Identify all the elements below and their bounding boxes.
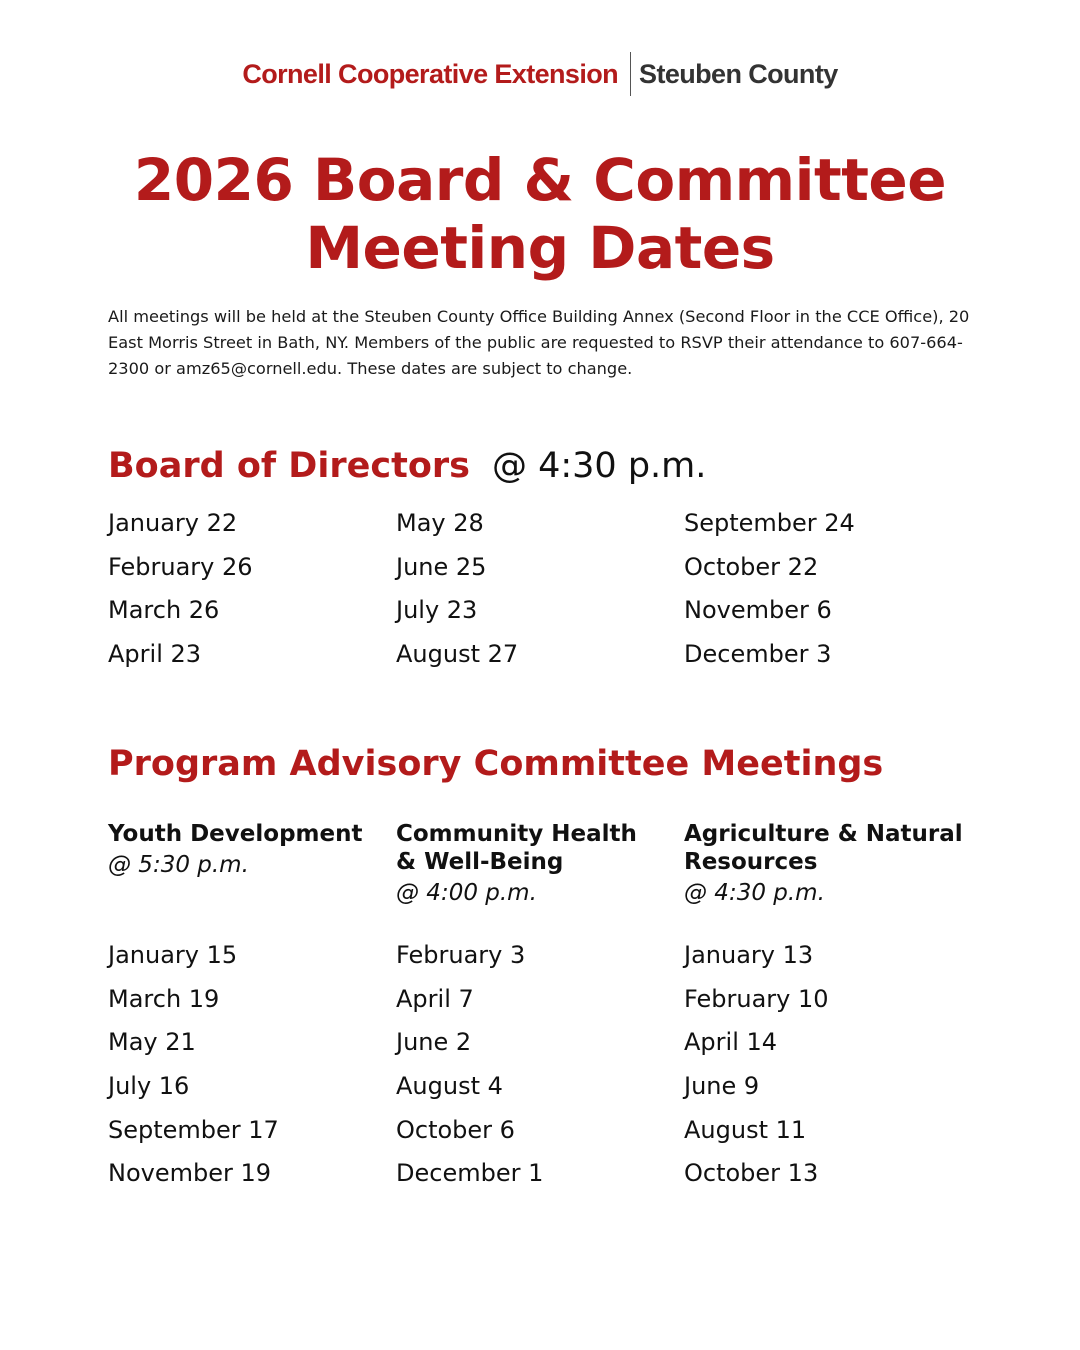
committee-date: May 21 [108, 1028, 196, 1057]
committee-name-line-2: & Well-Being [396, 849, 564, 875]
agriculture-dates [684, 934, 829, 1196]
committee-agriculture-header [684, 820, 974, 910]
board-date: June 25 [396, 552, 487, 581]
board-dates-column-1 [108, 502, 253, 677]
board-date: December 3 [684, 640, 832, 669]
committee-date: October 6 [396, 1115, 515, 1144]
title-line-1: 2026 Board & Committee [133, 146, 947, 214]
committee-date: August 11 [684, 1115, 807, 1144]
committee-date: November 19 [108, 1159, 272, 1188]
committee-date: January 13 [684, 941, 814, 969]
committee-date: June 9 [684, 1072, 760, 1101]
board-date: May 28 [396, 509, 484, 537]
committee-date: July 16 [108, 1072, 190, 1101]
board-heading [108, 446, 706, 486]
community-health-dates [396, 934, 543, 1196]
page-title [0, 146, 1080, 282]
committee-name: Youth Development [108, 821, 363, 847]
committee-name: Agriculture & Natural [684, 821, 963, 847]
committee-date: April 14 [684, 1028, 778, 1057]
committee-community-health-header [396, 820, 686, 910]
board-heading-label: Board of Directors [108, 446, 470, 486]
committee-name-line-2: Resources [684, 849, 818, 875]
committee-date: October 13 [684, 1159, 819, 1188]
board-dates-column-2 [396, 502, 518, 677]
committee-youth-development-header [108, 820, 398, 882]
committee-date: February 10 [684, 984, 829, 1013]
board-date: September 24 [684, 509, 855, 537]
pac-heading: Program Advisory Committee Meetings [108, 744, 884, 784]
board-date: July 23 [396, 596, 478, 625]
committee-date: March 19 [108, 984, 220, 1013]
intro-paragraph: All meetings will be held at the Steuben County Office Building Annex (Second Floor in the CCE Office), 20 East Morris Street in Bath, NY. Members of the public are requested to RSVP their attendance to 607-664-2300 or amz65@cornell.edu. These dates are subject to change. [108, 307, 970, 378]
board-date: August 27 [396, 640, 519, 669]
board-date: April 23 [108, 640, 202, 669]
board-dates-column-3 [684, 502, 855, 677]
board-date: January 22 [108, 509, 238, 537]
youth-development-dates [108, 934, 279, 1196]
committee-date: June 2 [396, 1028, 472, 1057]
committee-date: February 3 [396, 941, 526, 969]
board-date: March 26 [108, 596, 220, 625]
committee-time: @ 5:30 p.m. [108, 852, 249, 878]
board-date: October 22 [684, 552, 819, 581]
logo-org-name: Cornell Cooperative Extension [242, 59, 619, 89]
committee-name: Community Health [396, 821, 637, 847]
title-line-2: Meeting Dates [305, 214, 775, 282]
cce-logo [0, 52, 1080, 96]
board-heading-time: @ 4:30 p.m. [491, 446, 707, 486]
logo-county-name: Steuben County [639, 59, 838, 89]
committee-date: December 1 [396, 1159, 544, 1188]
board-date: November 6 [684, 596, 832, 625]
committee-date: September 17 [108, 1115, 279, 1144]
committee-time: @ 4:30 p.m. [684, 880, 825, 906]
committee-date: April 7 [396, 984, 474, 1013]
committee-date: August 4 [396, 1072, 503, 1101]
committee-date: January 15 [108, 941, 238, 969]
board-date: February 26 [108, 552, 253, 581]
committee-time: @ 4:00 p.m. [396, 880, 537, 906]
